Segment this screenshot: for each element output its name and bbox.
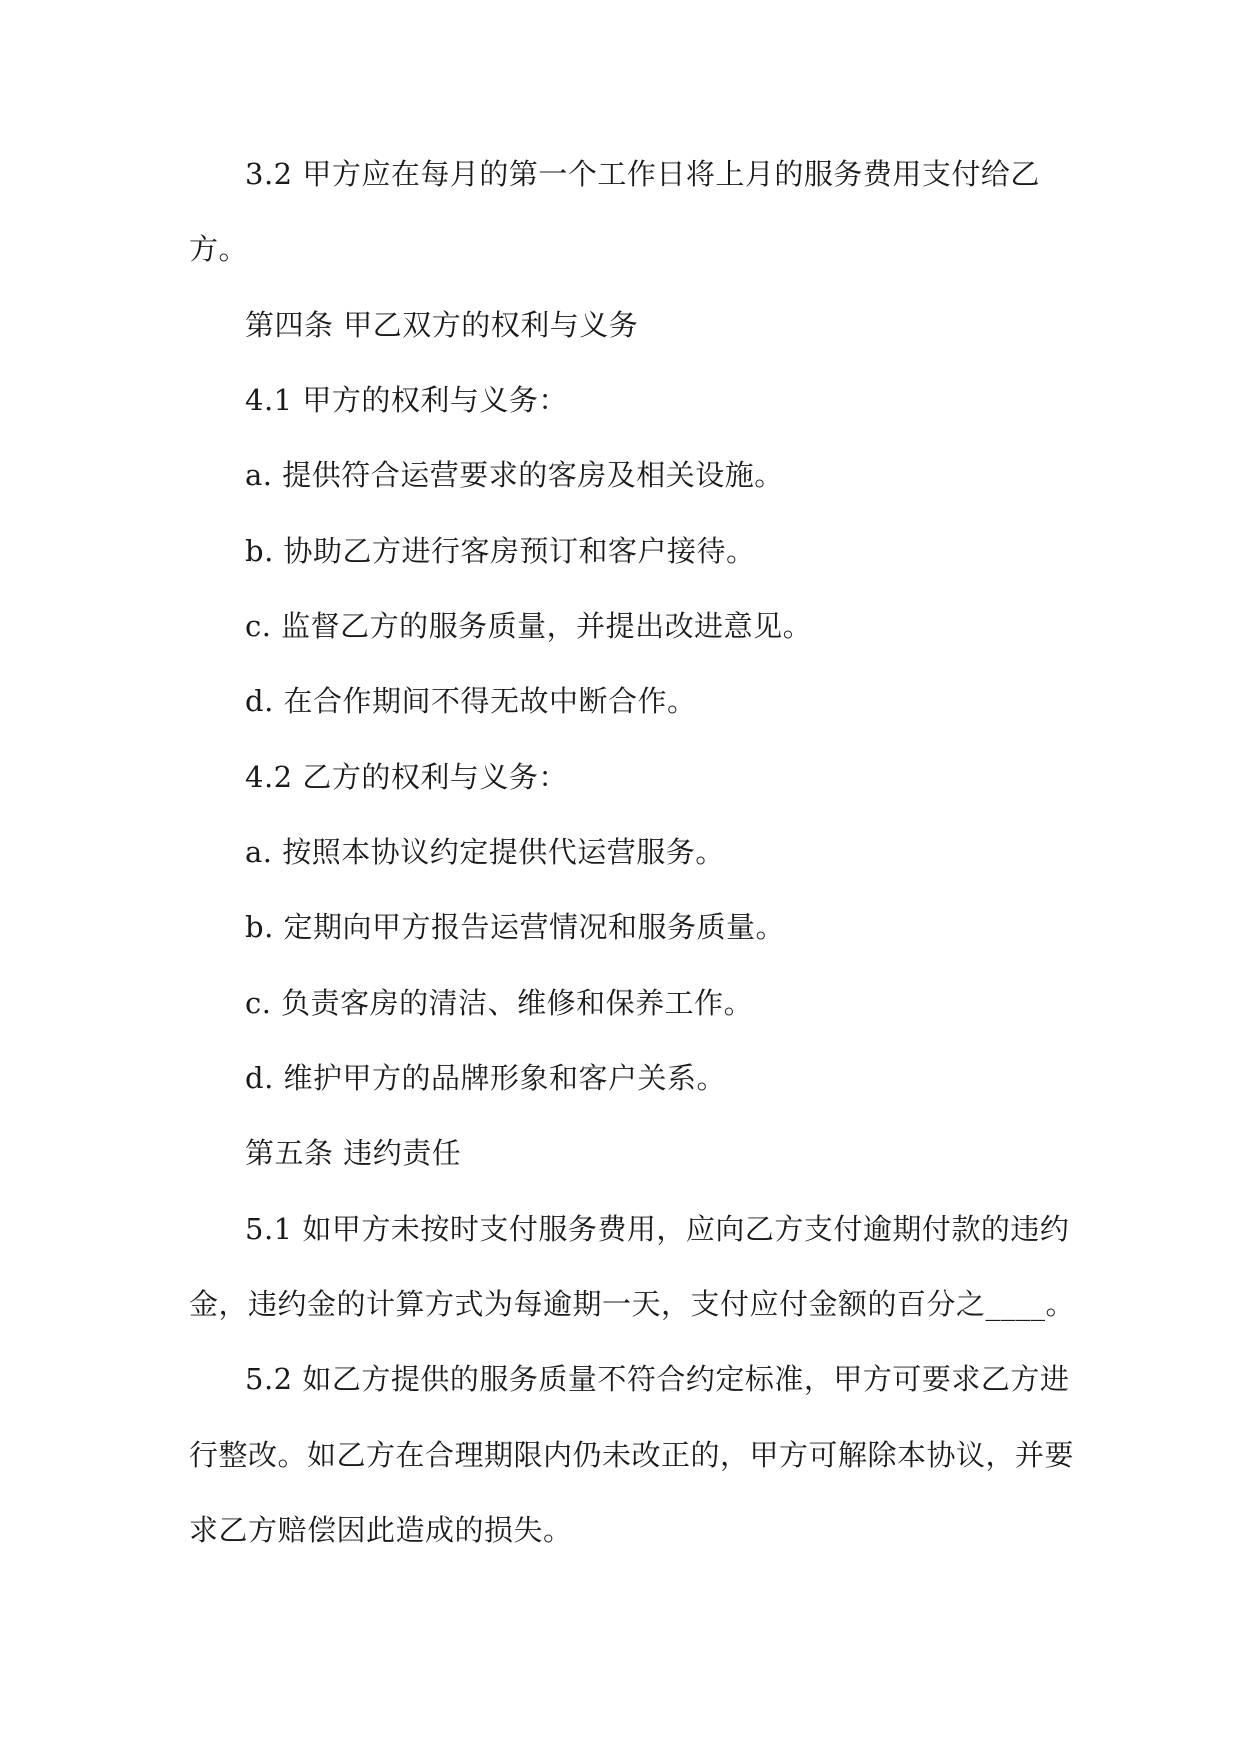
clause-5-2-line-1: 5.2 如乙方提供的服务质量不符合约定标准，甲方可要求乙方进: [245, 1362, 1070, 1396]
clause-4-1-item-d: d. 在合作期间不得无故中断合作。: [245, 684, 697, 718]
clause-4-2-item-a: a. 按照本协议约定提供代运营服务。: [245, 835, 725, 869]
clause-3-2-line-1: 3.2 甲方应在每月的第一个工作日将上月的服务费用支付给乙: [245, 157, 1040, 191]
clause-5-1-line-1: 5.1 如甲方未按时支付服务费用，应向乙方支付逾期付款的违约: [245, 1212, 1070, 1246]
clause-3-2-line-2: 方。: [189, 232, 249, 266]
clause-4-2-heading: 4.2 乙方的权利与义务：: [245, 760, 568, 794]
clause-4-2-item-c: c. 负责客房的清洁、维修和保养工作。: [245, 986, 754, 1020]
clause-4-1-item-a: a. 提供符合运营要求的客房及相关设施。: [245, 458, 784, 492]
clause-4-1-heading: 4.1 甲方的权利与义务：: [245, 383, 568, 417]
article-4-heading: 第四条 甲乙双方的权利与义务: [245, 308, 639, 342]
article-5-heading: 第五条 违约责任: [245, 1136, 462, 1170]
clause-4-2-item-d: d. 维护甲方的品牌形象和客户关系。: [245, 1061, 727, 1095]
clause-4-1-item-b: b. 协助乙方进行客房预订和客户接待。: [245, 534, 756, 568]
clause-5-2-line-2: 行整改。如乙方在合理期限内仍未改正的，甲方可解除本协议，并要: [189, 1438, 1075, 1472]
clause-4-2-item-b: b. 定期向甲方报告运营情况和服务质量。: [245, 910, 786, 944]
clause-5-2-line-3: 求乙方赔偿因此造成的损失。: [189, 1513, 573, 1547]
clause-5-1-line-2: 金，违约金的计算方式为每逾期一天，支付应付金额的百分之____。: [189, 1287, 1076, 1321]
clause-4-1-item-c: c. 监督乙方的服务质量，并提出改进意见。: [245, 609, 813, 643]
